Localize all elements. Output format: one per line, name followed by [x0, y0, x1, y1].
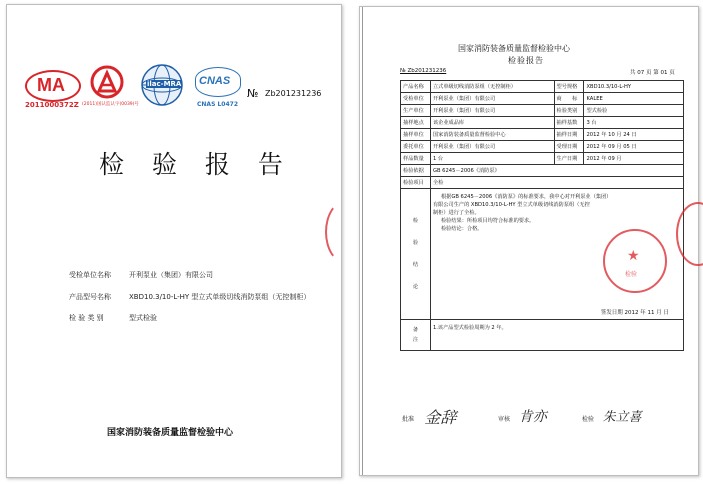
row-value: 国家消防装备质量监督检验中心 — [430, 129, 554, 141]
row-key: 商 标 — [554, 93, 584, 105]
report-number: № Zb201231236 — [400, 68, 447, 74]
table-row — [401, 105, 684, 117]
cnas-logo-text: CNAS — [199, 75, 231, 87]
remark-row — [401, 320, 684, 351]
remark-label-char: 备 — [412, 327, 419, 333]
field-label-inspected-unit: 受检单位名称 — [69, 271, 111, 279]
row-key: 生产单位 — [401, 105, 431, 117]
table-row — [401, 93, 684, 105]
report-number: Zb201231236 — [265, 89, 322, 98]
row-key: 委托单位 — [401, 141, 431, 153]
conclusion-line: 检验结论：合格。 — [440, 226, 483, 232]
cal-logo-icon — [89, 65, 125, 99]
conclusion-label-char: 检 — [412, 218, 419, 224]
row-value: KALEE — [584, 93, 684, 105]
table-row — [401, 177, 684, 189]
row-key: 抽样基数 — [554, 117, 584, 129]
field-value-product-model: XBD10.3/10-L-HY 型立式单级切线消防泵组（无控制柜） — [129, 293, 311, 301]
remark-label — [401, 320, 431, 351]
cover-title: 检 验 报 告 — [99, 150, 293, 179]
review-label: 审核 — [498, 416, 511, 423]
row-value: 1 台 — [430, 153, 554, 165]
cal-caption: (2011)国认监认字(0039)号 — [82, 102, 139, 107]
cover-page — [6, 4, 342, 478]
row-key: 抽样地点 — [401, 117, 431, 129]
seal-star: ★ — [626, 248, 640, 264]
row-value: 开利泵业（集团）有限公司 — [430, 141, 554, 153]
field-value-inspected-unit: 开利泵业（集团）有限公司 — [129, 271, 213, 279]
row-value: 全检 — [430, 177, 683, 189]
inspect-signature: 朱立喜 — [601, 410, 645, 425]
ilac-mra-logo-icon — [139, 63, 185, 107]
conclusion-line: 制柜）进行了全检。 — [432, 210, 480, 216]
ilac-logo-text: ilac-MRA — [147, 80, 182, 88]
table-row — [401, 153, 684, 165]
conclusion-line: 检验结果：所检项目均符合标准的要求。 — [440, 218, 535, 224]
seal-text: 检验 — [624, 271, 637, 278]
row-value: 2012 年 10 月 24 日 — [584, 129, 684, 141]
row-key: 受理日期 — [554, 141, 584, 153]
report-page — [359, 6, 699, 476]
row-value: 开利泵业（集团）有限公司 — [430, 93, 554, 105]
number-prefix: № — [247, 87, 259, 100]
conclusion-line: 根据GB 6245－2006《消防泵》的标准要求，我中心对开利泵业（集团） — [440, 194, 612, 200]
cnas-code: CNAS L0472 — [197, 101, 239, 108]
conclusion-body — [430, 189, 683, 320]
report-table — [400, 80, 684, 351]
review-signature: 肯亦 — [517, 409, 550, 425]
row-key: 生产日期 — [554, 153, 584, 165]
approve-signature: 金辞 — [423, 408, 461, 427]
conclusion-line: 有限公司生产的 XBD10.3/10-L-HY 型立式单级切线消防泵组（无控 — [432, 202, 590, 208]
table-row — [401, 81, 684, 93]
row-value: 2012 年 09 月 05 日 — [584, 141, 684, 153]
issue-date: 签发日期 2012 年 11 月 日 — [600, 310, 669, 316]
row-key: 检验依据 — [401, 165, 431, 177]
row-key: 样品数量 — [401, 153, 431, 165]
row-key: 检验类别 — [554, 105, 584, 117]
conclusion-label-char: 结 — [412, 262, 419, 268]
report-title: 检验报告 — [508, 56, 544, 65]
row-value: 该企业成品库 — [430, 117, 554, 129]
conclusion-label-char: 验 — [412, 240, 419, 246]
row-value: XBD10.3/10-L-HY — [584, 81, 684, 93]
conclusion-row — [401, 189, 684, 320]
approve-label: 批准 — [402, 416, 415, 423]
page-count: 共 07 页 第 01 页 — [630, 70, 675, 76]
row-value: GB 6245－2006《消防泵》 — [430, 165, 683, 177]
row-value: 2012 年 09 月 — [584, 153, 684, 165]
row-key: 抽样日期 — [554, 129, 584, 141]
table-row — [401, 165, 684, 177]
field-label-product-model: 产品型号名称 — [69, 293, 111, 301]
ma-logo — [25, 70, 81, 102]
row-key: 检验项目 — [401, 177, 431, 189]
row-key: 抽样单位 — [401, 129, 431, 141]
table-row — [401, 141, 684, 153]
ma-code: 2011000372Z — [25, 101, 79, 109]
conclusion-label-char: 论 — [412, 284, 419, 290]
inspection-seal-icon — [603, 229, 667, 293]
row-value: 立式单级切线消防泵组（无控制柜） — [430, 81, 554, 93]
ma-logo-text: MA — [37, 75, 65, 95]
row-value: 型式检验 — [584, 105, 684, 117]
remark-value: 1.该产品型式检验周期为 2 年。 — [430, 320, 683, 351]
table-row — [401, 117, 684, 129]
report-center-name: 国家消防装备质量监督检验中心 — [458, 44, 570, 53]
cover-center-name: 国家消防装备质量监督检验中心 — [107, 428, 234, 438]
remark-label-char: 注 — [412, 337, 419, 343]
row-key: 型号规格 — [554, 81, 584, 93]
binder-line — [362, 7, 363, 475]
row-value: 3 台 — [584, 117, 684, 129]
field-value-inspection-type: 型式检验 — [129, 314, 157, 322]
field-label-inspection-type: 检 验 类 别 — [69, 314, 104, 322]
row-key: 产品名称 — [401, 81, 431, 93]
inspect-label: 检验 — [582, 416, 595, 423]
conclusion-label — [401, 189, 431, 320]
row-key: 受检单位 — [401, 93, 431, 105]
cnas-logo-icon — [195, 67, 241, 97]
row-value: 开利泵业（集团）有限公司 — [430, 105, 554, 117]
table-row — [401, 129, 684, 141]
